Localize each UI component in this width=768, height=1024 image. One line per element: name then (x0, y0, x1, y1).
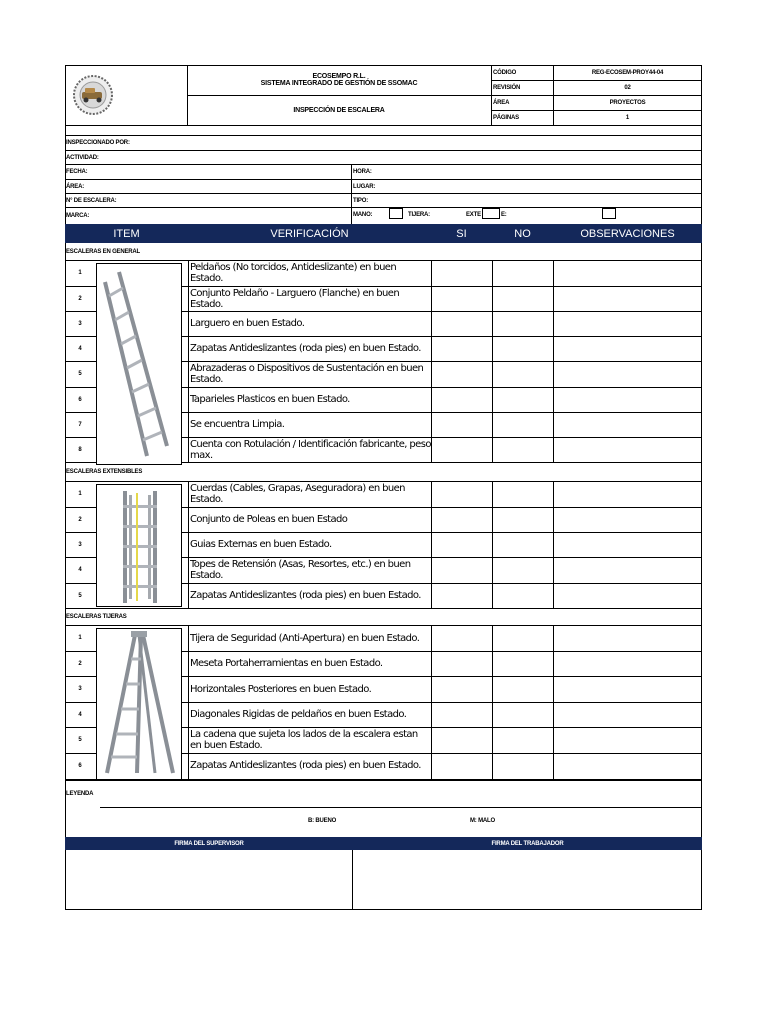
extensible-label: EXTE (466, 212, 481, 218)
no-cell[interactable] (493, 754, 552, 778)
place-field[interactable]: LUGAR: (353, 183, 376, 190)
item-number: 3 (78, 686, 82, 692)
column-verification-header: VERIFICACIÓN (270, 227, 349, 240)
no-cell[interactable] (493, 728, 552, 752)
revision-label: REVISIÓN (493, 85, 521, 91)
yes-cell[interactable] (432, 584, 491, 607)
code-value: REG-ECOSEM-PROY44-04 (591, 70, 664, 76)
verification-item: Cuenta con Rotulación / Identificación fabricante, peso max. (190, 438, 431, 461)
verification-item: Se encuentra Limpia. (190, 419, 285, 430)
worker-signature-box[interactable] (354, 851, 700, 908)
observation-cell[interactable] (554, 508, 700, 531)
yes-cell[interactable] (432, 413, 491, 436)
item-number: 8 (78, 446, 82, 453)
column-item-header: ITEM (113, 227, 140, 240)
observation-cell[interactable] (554, 337, 700, 360)
yes-cell[interactable] (432, 287, 491, 310)
verification-item: Guias Externas en buen Estado. (190, 539, 332, 550)
item-number: 2 (78, 295, 82, 302)
no-cell[interactable] (493, 677, 552, 701)
observation-cell[interactable] (554, 413, 700, 436)
section-title: ESCALERAS EN GENERAL (66, 248, 141, 255)
yes-cell[interactable] (432, 337, 491, 360)
observation-cell[interactable] (554, 558, 700, 582)
verification-item: Peldaños (No torcidos, Antideslizante) en buen Estado. (190, 262, 397, 284)
extensible-label-suffix: E: (501, 212, 507, 218)
verification-item: Meseta Portaherramientas en buen Estado. (190, 658, 383, 669)
yes-cell[interactable] (432, 652, 491, 675)
yes-cell[interactable] (432, 626, 491, 650)
item-number: 3 (78, 541, 82, 548)
observation-cell[interactable] (554, 626, 700, 650)
observation-cell[interactable] (554, 261, 700, 285)
brand-field[interactable]: MARCA: (66, 213, 90, 219)
no-cell[interactable] (493, 584, 552, 607)
revision-value: 02 (624, 85, 631, 91)
column-no-header: NO (514, 227, 531, 240)
observation-cell[interactable] (554, 362, 700, 386)
column-observations-header: OBSERVACIONES (580, 227, 675, 240)
no-cell[interactable] (493, 388, 552, 411)
verification-item: Abrazaderas o Dispositivos de Sustentación en buen Estado. (190, 363, 424, 385)
item-number: 4 (78, 567, 82, 573)
pages-value: 1 (625, 115, 630, 121)
area-field[interactable]: ÁREA: (66, 183, 84, 190)
verification-item: Conjunto de Poleas en buen Estado (190, 514, 348, 525)
item-number: 4 (78, 711, 82, 718)
date-field[interactable]: FECHA: (66, 169, 88, 175)
verification-item: Zapatas Antideslizantes (roda pies) en buen Estado. (190, 343, 421, 354)
no-cell[interactable] (493, 652, 552, 675)
legend-title: LEYENDA (66, 791, 94, 797)
observation-cell[interactable] (554, 584, 700, 607)
activity-field[interactable]: ACTIVIDAD: (66, 154, 99, 161)
yes-cell[interactable] (432, 388, 491, 411)
verification-item: Tijera de Seguridad (Anti-Apertura) en buen Estado. (190, 632, 420, 644)
yes-cell[interactable] (432, 261, 491, 285)
inspected-by-field[interactable]: INSPECCIONADO POR: (66, 140, 130, 146)
observation-cell[interactable] (554, 754, 700, 778)
item-number: 5 (78, 371, 82, 377)
no-cell[interactable] (493, 312, 552, 335)
no-cell[interactable] (493, 533, 552, 556)
verification-item: Diagonales Rigidas de peldaños en buen Estado. (190, 709, 407, 720)
no-cell[interactable] (493, 261, 552, 285)
code-label: CÓDIGO (493, 70, 517, 76)
ladder-number-field[interactable]: N° DE ESCALERA: (66, 197, 117, 204)
no-cell[interactable] (493, 337, 552, 360)
observation-cell[interactable] (554, 703, 700, 726)
form-title: INSPECCIÓN DE ESCALERA (293, 107, 385, 115)
supervisor-signature-box[interactable] (66, 851, 351, 908)
item-number: 1 (78, 491, 82, 497)
verification-item: Larguero en buen Estado. (190, 318, 305, 329)
no-cell[interactable] (493, 287, 552, 310)
supervisor-signature-header: FIRMA DEL SUPERVISOR (65, 837, 353, 850)
verification-item: Horizontales Posteriores en buen Estado. (190, 683, 372, 695)
legend-bad: M: MALO (470, 818, 495, 824)
item-number: 5 (78, 592, 82, 599)
extensible-checkbox[interactable] (482, 208, 500, 219)
company-name: ECOSEMPO R.L. (312, 72, 366, 80)
yes-cell[interactable] (432, 703, 491, 726)
item-number: 6 (78, 396, 82, 403)
item-number: 2 (78, 660, 82, 667)
verification-item: Topes de Retensión (Asas, Resortes, etc.) en buen Estado. (190, 559, 411, 581)
mano-checkbox[interactable] (389, 208, 403, 219)
item-number: 2 (78, 516, 82, 523)
no-cell[interactable] (493, 413, 552, 436)
header-title (187, 70, 491, 90)
no-cell[interactable] (493, 482, 552, 506)
yes-cell[interactable] (432, 558, 491, 582)
legend-good: B: BUENO (308, 818, 337, 824)
observation-cell[interactable] (554, 388, 700, 411)
yes-cell[interactable] (432, 677, 491, 701)
yes-cell[interactable] (432, 482, 491, 506)
no-cell[interactable] (493, 362, 552, 386)
item-number: 3 (78, 320, 82, 327)
observation-cell[interactable] (554, 312, 700, 335)
ladder-extensible-photo (96, 484, 182, 607)
tijera-label: TIJERA: (408, 212, 430, 218)
yes-cell[interactable] (432, 438, 491, 461)
yes-cell[interactable] (432, 728, 491, 752)
yes-cell[interactable] (432, 754, 491, 778)
system-name: SISTEMA INTEGRADO DE GESTIÓN DE SSOMAC (260, 80, 418, 87)
verification-item: Zapatas Antideslizantes (roda pies) en buen Estado. (190, 590, 421, 602)
verification-item: La cadena que sujeta los lados de la escalera estan en buen Estado. (190, 729, 418, 751)
company-logo (70, 74, 116, 116)
observation-cell[interactable] (554, 438, 700, 461)
verification-item: Cuerdas (Cables, Grapas, Aseguradora) en buen Estado. (190, 483, 405, 505)
other-checkbox[interactable] (602, 208, 616, 219)
observation-cell[interactable] (554, 728, 700, 752)
verification-item: Conjunto Peldaño - Larguero (Flanche) en buen Estado. (190, 287, 400, 310)
mano-label: MANO: (353, 212, 373, 218)
area-value: PROYECTOS (609, 100, 646, 106)
item-number: 1 (78, 270, 82, 276)
verification-item: Taparieles Plasticos en buen Estado. (190, 394, 350, 405)
section-title: ESCALERAS EXTENSIBLES (66, 469, 143, 475)
item-number: 7 (78, 421, 82, 428)
observation-cell[interactable] (554, 677, 700, 701)
ladder-scissors-photo (96, 628, 182, 780)
item-number: 1 (78, 635, 82, 641)
observation-cell[interactable] (554, 652, 700, 675)
pages-label: PÁGINAS (493, 115, 519, 121)
time-field[interactable]: HORA: (353, 169, 372, 175)
no-cell[interactable] (493, 558, 552, 582)
no-cell[interactable] (493, 438, 552, 461)
yes-cell[interactable] (432, 533, 491, 556)
yes-cell[interactable] (432, 362, 491, 386)
worker-signature-header: FIRMA DEL TRABAJADOR (353, 837, 702, 850)
ladder-general-photo (96, 263, 182, 465)
no-cell[interactable] (493, 508, 552, 531)
item-number: 6 (78, 762, 82, 769)
verification-item: Zapatas Antideslizantes (roda pies) en buen Estado. (190, 760, 421, 772)
no-cell[interactable] (493, 703, 552, 726)
observation-cell[interactable] (554, 287, 700, 310)
section-title: ESCALERAS TIJERAS (66, 613, 127, 620)
observation-cell[interactable] (554, 533, 700, 556)
column-yes-header: SI (456, 227, 467, 240)
area-label: ÁREA (493, 100, 510, 106)
observation-cell[interactable] (554, 482, 700, 506)
type-field: TIPO: (353, 197, 368, 204)
yes-cell[interactable] (432, 508, 491, 531)
item-number: 5 (78, 737, 82, 743)
no-cell[interactable] (493, 626, 552, 650)
yes-cell[interactable] (432, 312, 491, 335)
item-number: 4 (78, 345, 82, 352)
